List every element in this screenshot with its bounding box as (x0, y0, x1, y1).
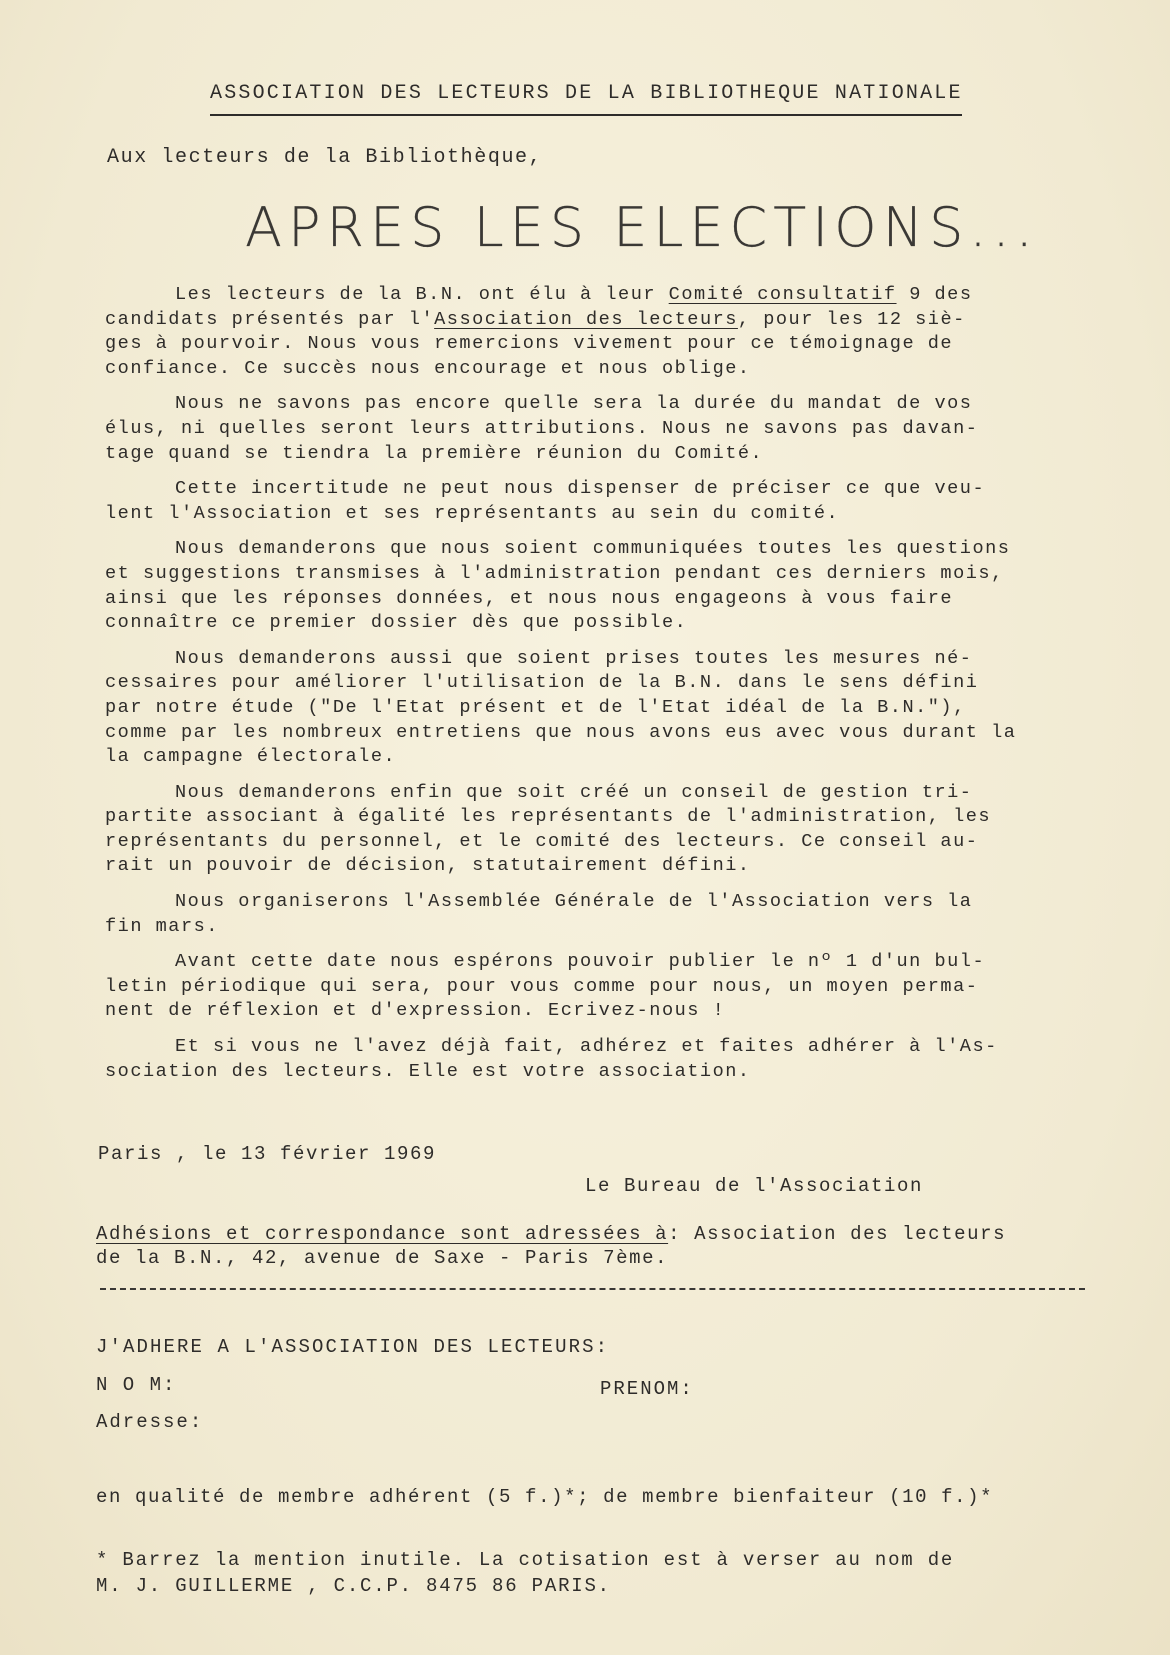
text-line: Nous organiserons l'Assemblée Générale de l'Association vers la (175, 891, 973, 913)
text-line: connaître ce premier dossier dès que possible. (105, 612, 688, 634)
cut-here-divider (100, 1288, 1085, 1290)
text-line: cessaires pour améliorer l'utilisation de la B.N. dans le sens défini (105, 672, 979, 694)
text-line: Avant cette date nous espérons pouvoir publier le nº 1 d'un bul- (175, 951, 986, 973)
paragraph-8 (105, 950, 1095, 1024)
paragraph-1 (105, 283, 1095, 381)
text-segment: 9 des (896, 284, 973, 305)
paragraph-7 (105, 890, 1095, 939)
text-line: Nous demanderons enfin que soit créé un conseil de gestion tri- (175, 781, 973, 803)
text-segment: , pour les 12 siè- (737, 308, 966, 330)
text-line: tage quand se tiendra la première réunion du Comité. (105, 442, 764, 464)
paragraph-2 (105, 392, 1095, 466)
text-line: par notre étude ("De l'Etat présent et de l'Etat idéal de la B.N."), (105, 696, 966, 718)
text-line (96, 1222, 1006, 1246)
text-segment: candidats présentés par l' (105, 308, 435, 330)
adresse-field-label: Adresse: (96, 1411, 204, 1433)
prenom-field-label: PRENOM: (600, 1378, 694, 1400)
text-line: sociation des lecteurs. Elle est votre association. (105, 1060, 751, 1082)
salutation: Aux lecteurs de la Bibliothèque, (107, 146, 543, 169)
text-line: comme par les nombreux entretiens que nous avons eus avec vous durant la (105, 721, 1017, 743)
text-line: représentants du personnel, et le comité des lecteurs. Ce conseil au- (105, 830, 979, 852)
address-label: Adhésions et correspondance sont adressées à (96, 1223, 669, 1245)
text-line: M. J. GUILLERME , C.C.P. 8475 86 PARIS. (96, 1575, 611, 1597)
text-line: confiance. Ce succès nous encourage et nous oblige. (105, 357, 751, 379)
text-segment: : Association des lecteurs (668, 1223, 1007, 1245)
text-line: Cette incertitude ne peut nous dispenser de préciser ce que veu- (175, 478, 986, 500)
text-line: Nous demanderons que nous soient communiquées toutes les questions (175, 538, 1011, 560)
membership-options: en qualité de membre adhérent (5 f.)*; de membre bienfaiteur (10 f.)* (96, 1486, 994, 1508)
text-line (105, 308, 1095, 333)
membership-form-title: J'ADHERE A L'ASSOCIATION DES LECTEURS: (96, 1336, 610, 1358)
text-line: la campagne électorale. (105, 746, 397, 768)
text-line: ainsi que les réponses données, et nous nous engageons à vous faire (105, 587, 954, 609)
underlined-text: Comité consultatif (668, 284, 897, 305)
letter-body (105, 283, 1095, 1095)
text-line: Nous ne savons pas encore quelle sera la durée du mandat de vos (175, 393, 973, 415)
paragraph-5 (105, 647, 1095, 770)
underlined-text: Association des lecteurs (434, 308, 738, 330)
text-line: Et si vous ne l'avez déjà fait, adhérez et faites adhérer à l'As- (175, 1036, 998, 1058)
text-line: et suggestions transmises à l'administration pendant ces derniers mois, (105, 562, 1004, 584)
document-title: APRES LES ELECTIONS... (245, 196, 1039, 259)
text-line: élus, ni quelles seront leurs attributions. Nous ne savons pas davan- (105, 417, 979, 439)
text-line: partite associant à égalité les représentants de l'administration, les (105, 806, 992, 828)
paragraph-9 (105, 1035, 1095, 1084)
text-line: letin périodique qui sera, pour vous comme pour nous, un moyen perma- (105, 975, 979, 997)
text-line: * Barrez la mention inutile. La cotisation est à verser au nom de (96, 1549, 955, 1571)
text-line (105, 283, 1095, 308)
text-line: fin mars. (105, 915, 219, 937)
text-line: lent l'Association et ses représentants au sein du comité. (105, 502, 840, 524)
text-line: nent de réflexion et d'expression. Ecrivez-nous ! (105, 1000, 726, 1022)
paragraph-6 (105, 781, 1095, 879)
association-header: ASSOCIATION DES LECTEURS DE LA BIBLIOTHEQUE NATIONALE (210, 82, 962, 116)
text-line: de la B.N., 42, avenue de Saxe - Paris 7ème. (96, 1247, 669, 1269)
text-segment: Les lecteurs de la B.N. ont élu à leur (175, 284, 669, 305)
text-line: ges à pourvoir. Nous vous remercions vivement pour ce témoignage de (105, 333, 954, 355)
correspondence-address (96, 1222, 1006, 1270)
paragraph-3 (105, 477, 1095, 526)
place-and-date: Paris , le 13 février 1969 (98, 1143, 437, 1165)
signature-line: Le Bureau de l'Association (585, 1175, 924, 1197)
text-line: rait un pouvoir de décision, statutairement défini. (105, 855, 751, 877)
paragraph-4 (105, 537, 1095, 635)
footnote (96, 1547, 954, 1599)
nom-field-label: N O M: (96, 1374, 177, 1396)
text-line: Nous demanderons aussi que soient prises toutes les mesures né- (175, 647, 973, 669)
